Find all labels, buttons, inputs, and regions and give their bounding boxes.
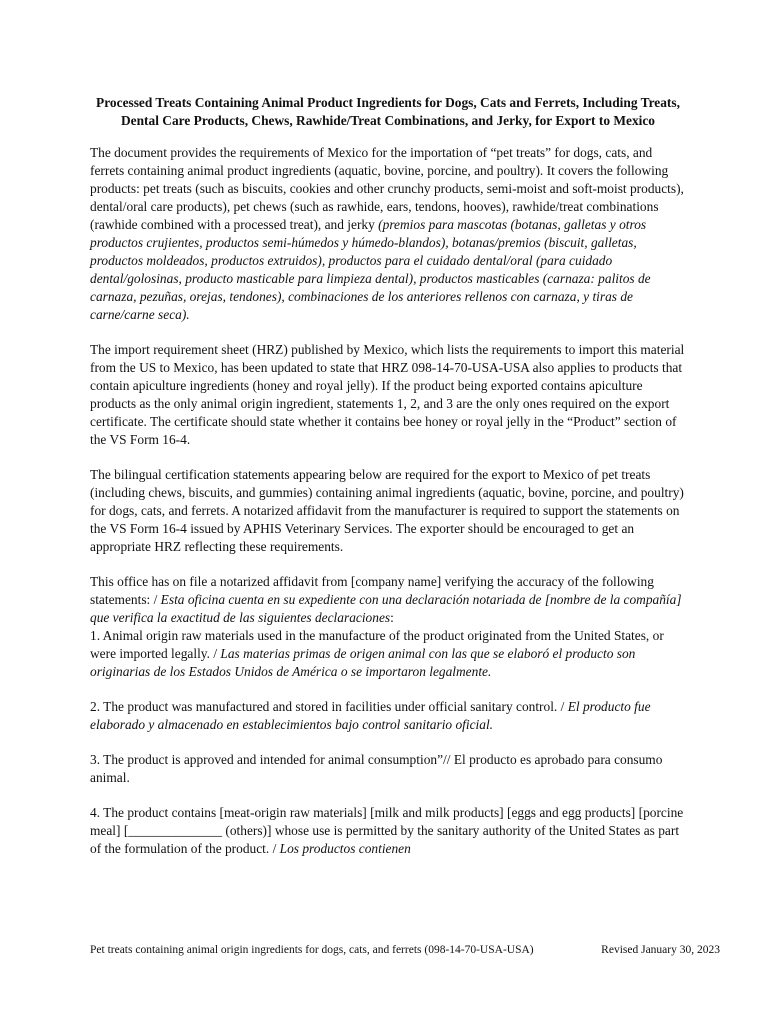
intro-text-english: The document provides the requirements of Mexico for the importation of “pet treats” for dogs, cats, and ferrets containing animal product ingredients (aquatic, bovine, porcine, and poultry). It covers the following products: pet treats (such as biscuits, cookies and other crunchy products, semi-moist and soft-moist products), dental/oral care products), pet chews (such as rawhide, ears, tendons, hooves), rawhide/treat combinations (rawhide combined with a processed treat), and jerky bbox=[90, 145, 684, 232]
page-footer bbox=[90, 943, 720, 958]
certification-paragraph: The bilingual certification statements appearing below are required for the export to Mexico of pet treats (including chews, biscuits, and gummies) containing animal ingredients (aquatic, bovine, porcine, and poultry) for dogs, cats, and ferrets. A notarized affidavit from the manufacturer is required to support the statements on the VS Form 16-4 issued by APHIS Veterinary Services. The exporter should be encouraged to get an appropriate HRZ reflecting these requirements. bbox=[90, 467, 684, 554]
statement-4-spanish: Los productos contienen bbox=[279, 841, 411, 856]
affidavit-text-english: This office has on file a notarized affidavit from [company name] verifying the accuracy of the following statements: / bbox=[90, 574, 654, 607]
intro-paragraph bbox=[90, 144, 686, 324]
statement-3: 3. The product is approved and intended for animal consumption”// El producto es aprobado para consumo animal. bbox=[90, 752, 663, 785]
footer-revision-date: Revised January 30, 2023 bbox=[601, 944, 720, 956]
statement-1-spanish: Las materias primas de origen animal con las que se elaboró el producto son originarias de los Estados Unidos de América o se importaron legalmente. bbox=[90, 646, 636, 679]
intro-text-spanish: (premios para mascotas (botanas, galletas y otros productos crujientes, productos semi-húmedos y húmedo-blandos), botanas/premios (biscuit, galletas, productos moldeados, productos extruidos), productos para el cuidado dental/oral (para cuidado dental/golosinas, producto masticable para limpieza dental), productos masticables (carnaza: palitos de carnaza, pezuñas, orejas, tendones), combinaciones de los anteriores rellenos con carnaza, y tiras de carne/carne seca). bbox=[90, 217, 651, 322]
statement-1-english: 1. Animal origin raw materials used in the manufacture of the product originated from the United States, or were imported legally. / bbox=[90, 628, 664, 661]
statement-2-spanish: El producto fue elaborado y almacenado en establecimientos bajo control sanitario oficial. bbox=[90, 699, 651, 732]
hrz-paragraph: The import requirement sheet (HRZ) published by Mexico, which lists the requirements to import this material from the US to Mexico, has been updated to state that HRZ 098-14-70-USA-USA also applies to products that contain apiculture ingredients (honey and royal jelly). If the product being exported contains apiculture products as the only animal origin ingredient, statements 1, 2, and 3 are the only ones required on the export certificate. The certificate should state whether it contains bee honey or royal jelly in the “Product” section of the VS Form 16-4. bbox=[90, 342, 685, 447]
affidavit-paragraph bbox=[90, 573, 686, 627]
statement-2-english: 2. The product was manufactured and stored in facilities under official sanitary control. / bbox=[90, 699, 568, 714]
statement-4 bbox=[90, 804, 686, 858]
affidavit-colon: : bbox=[390, 610, 394, 625]
document-body bbox=[90, 94, 686, 875]
statement-4-english: 4. The product contains [meat-origin raw materials] [milk and milk products] [eggs and egg products] [porcine meal] [______________ (others)] whose use is permitted by the sanitary authority of the United States as part of the formulation of the product. / bbox=[90, 805, 684, 856]
footer-document-name: Pet treats containing animal origin ingredients for dogs, cats, and ferrets (098-14-70-USA-USA) bbox=[90, 944, 534, 956]
statement-2 bbox=[90, 698, 686, 734]
affidavit-text-spanish: Esta oficina cuenta en su expediente con una declaración notariada de [nombre de la compañía] que verifica la exactitud de las siguientes declaraciones bbox=[90, 592, 682, 625]
document-title: Processed Treats Containing Animal Product Ingredients for Dogs, Cats and Ferrets, Including Treats, Dental Care Products, Chews, Rawhide/Treat Combinations, and Jerky, for Export to Mexico bbox=[96, 95, 680, 128]
statement-1 bbox=[90, 627, 686, 681]
